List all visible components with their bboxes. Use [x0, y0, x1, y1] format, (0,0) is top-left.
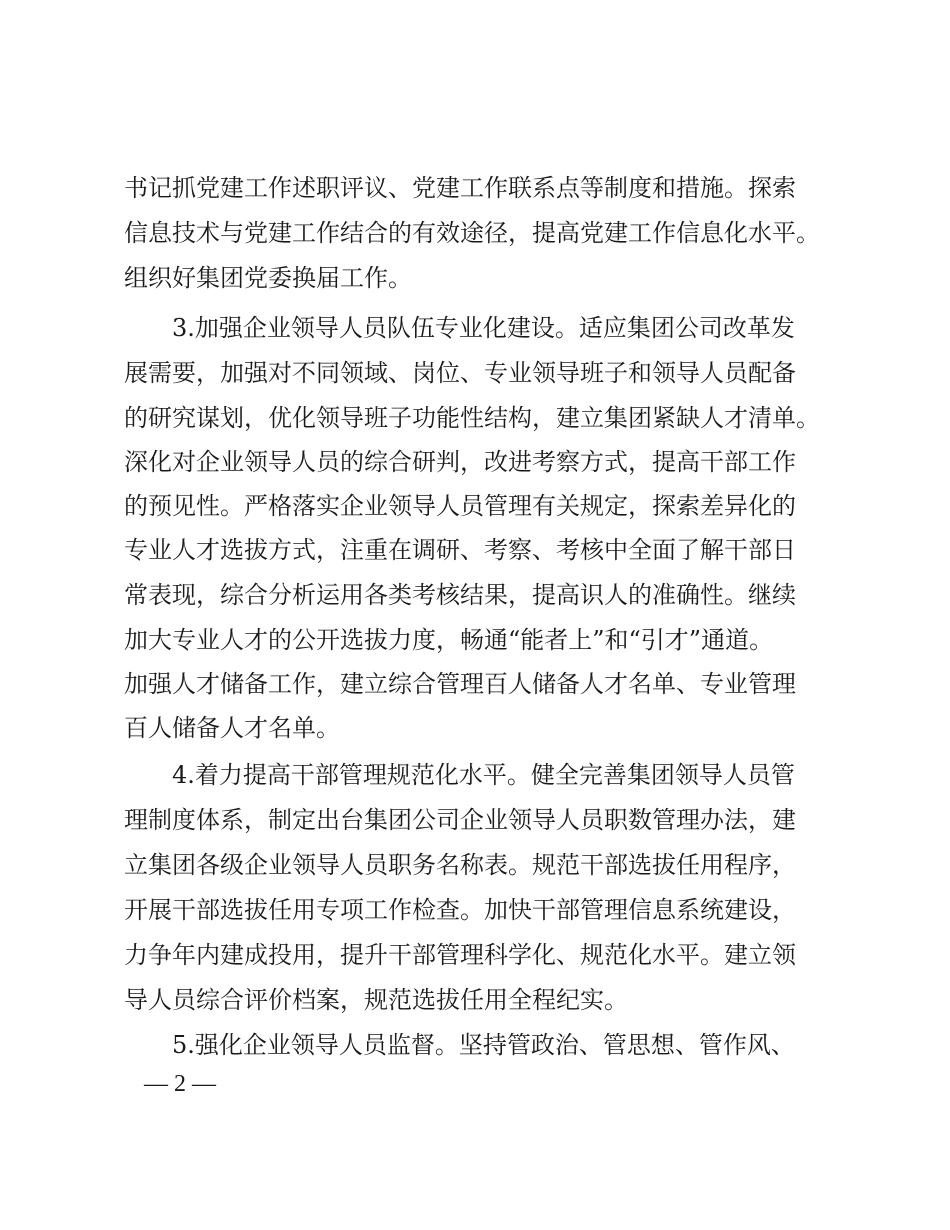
body-text-line: 导人员综合评价档案，规范选拔任用全程纪实。: [124, 986, 628, 1014]
body-text-line: 加大专业人才的公开选拔力度，畅通“能者上”和“引才”通道。: [124, 626, 774, 654]
page-number: — 2 —: [144, 1071, 216, 1097]
section-3-heading-line: 3.加强企业领导人员队伍专业化建设。适应集团公司改革发: [172, 314, 795, 342]
section-4-heading-line: 4.着力提高干部管理规范化水平。健全完善集团领导人员管: [172, 761, 795, 789]
body-text-line: 理制度体系，制定出台集团公司企业领导人员职数管理办法，建: [124, 806, 796, 834]
body-text-line: 常表现，综合分析运用各类考核结果，提高识人的准确性。继续: [124, 581, 796, 609]
body-text-line: 力争年内建成投用，提升干部管理科学化、规范化水平。建立领: [124, 941, 796, 969]
body-text-line: 深化对企业领导人员的综合研判，改进考察方式，提高干部工作: [124, 448, 796, 476]
body-text-line: 专业人才选拔方式，注重在调研、考察、考核中全面了解干部日: [124, 536, 796, 564]
body-text-line: 立集团各级企业领导人员职务名称表。规范干部选拔任用程序，: [124, 851, 796, 879]
body-text-line: 开展干部选拔任用专项工作检查。加快干部管理信息系统建设，: [124, 896, 796, 924]
body-text-line: 信息技术与党建工作结合的有效途径，提高党建工作信息化水平。: [124, 219, 820, 247]
section-5-heading-line: 5.强化企业领导人员监督。坚持管政治、管思想、管作风、: [172, 1031, 795, 1059]
body-text-line: 的预见性。严格落实企业领导人员管理有关规定，探索差异化的: [124, 492, 796, 520]
body-text-line: 书记抓党建工作述职评议、党建工作联系点等制度和措施。探索: [124, 174, 796, 202]
body-text-line: 展需要，加强对不同领域、岗位、专业领导班子和领导人员配备: [124, 359, 796, 387]
body-text-line: 的研究谋划，优化领导班子功能性结构，建立集团紧缺人才清单。: [124, 404, 820, 432]
body-text-line: 百人储备人才名单。: [124, 714, 340, 742]
body-text-line: 加强人才储备工作，建立综合管理百人储备人才名单、专业管理: [124, 670, 796, 698]
body-text-line: 组织好集团党委换届工作。: [124, 264, 412, 292]
